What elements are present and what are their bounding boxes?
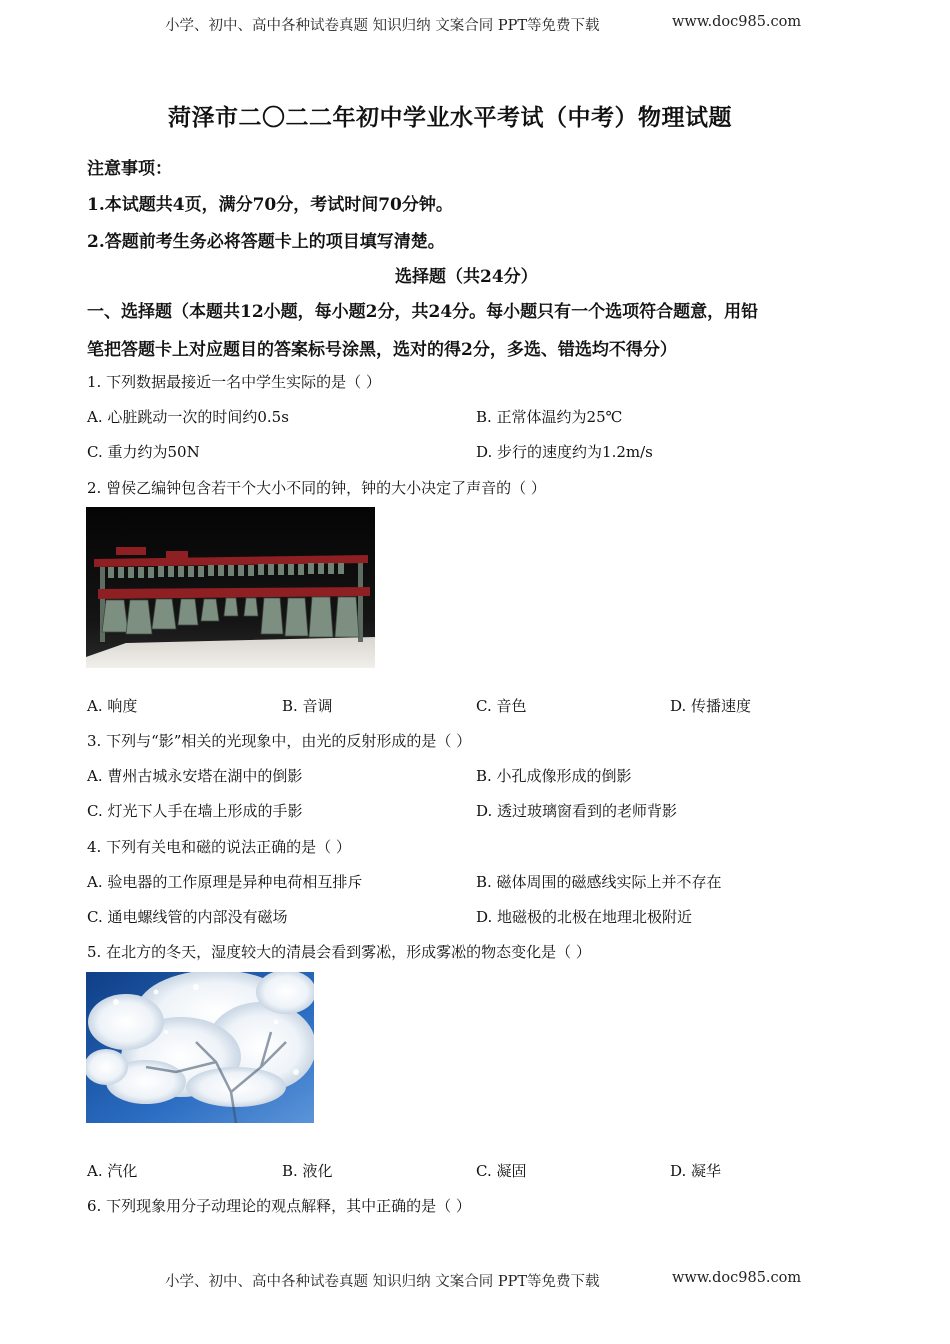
question-1-option-b: B. 正常体温约为25℃ [476, 408, 623, 426]
bianzhong-bells-image [86, 507, 375, 668]
question-5-stem: 5. 在北方的冬天，湿度较大的清晨会看到雾凇，形成雾凇的物态变化是（ ） [87, 943, 591, 961]
question-5-option-d: D. 凝华 [670, 1162, 722, 1180]
page-header-site[interactable]: www.doc985.com [672, 14, 802, 30]
section-instruction-1: 一、选择题（本题共12小题，每小题2分，共24分。每小题只有一个选项符合题意，用铅 [87, 302, 759, 322]
question-2-option-d: D. 传播速度 [670, 697, 752, 715]
question-2-option-c: C. 音色 [476, 697, 527, 715]
question-1-option-a: A. 心脏跳动一次的时间约0.5s [87, 408, 289, 426]
page-title: 菏泽市二〇二二年初中学业水平考试（中考）物理试题 [168, 104, 732, 131]
section-title: 选择题（共24分） [395, 267, 538, 287]
rime-frost-tree-illustration [86, 972, 314, 1123]
notice-item-1: 1.本试题共4页，满分70分，考试时间70分钟。 [87, 195, 453, 215]
question-4-option-b: B. 磁体周围的磁感线实际上并不存在 [476, 873, 722, 891]
question-3-option-d: D. 透过玻璃窗看到的老师背影 [476, 802, 678, 820]
question-3-option-a: A. 曹州古城永安塔在湖中的倒影 [87, 767, 303, 785]
question-1-stem: 1. 下列数据最接近一名中学生实际的是（ ） [87, 373, 381, 391]
question-5-option-b: B. 液化 [282, 1162, 333, 1180]
question-5-option-c: C. 凝固 [476, 1162, 527, 1180]
notice-item-2: 2.答题前考生务必将答题卡上的项目填写清楚。 [87, 232, 445, 252]
question-4-stem: 4. 下列有关电和磁的说法正确的是（ ） [87, 838, 351, 856]
section-instruction-2: 笔把答题卡上对应题目的答案标号涂黑，选对的得2分，多选、错选均不得分） [87, 340, 677, 360]
question-1-option-d: D. 步行的速度约为1.2m/s [476, 443, 653, 461]
page-footer-left: 小学、初中、高中各种试卷真题 知识归纳 文案合同 PPT等免费下载 [165, 1274, 600, 1290]
question-4-option-a: A. 验电器的工作原理是异种电荷相互排斥 [87, 873, 363, 891]
question-3-option-c: C. 灯光下人手在墙上形成的手影 [87, 802, 303, 820]
rime-frost-tree-image [86, 972, 314, 1123]
question-3-stem: 3. 下列与“影”相关的光现象中，由光的反射形成的是（ ） [87, 732, 472, 750]
question-4-option-c: C. 通电螺线管的内部没有磁场 [87, 908, 288, 926]
bianzhong-bells-illustration [86, 507, 375, 668]
question-3-option-b: B. 小孔成像形成的倒影 [476, 767, 632, 785]
page-footer-site[interactable]: www.doc985.com [672, 1270, 802, 1286]
question-1-option-c: C. 重力约为50N [87, 443, 200, 461]
page-header-left: 小学、初中、高中各种试卷真题 知识归纳 文案合同 PPT等免费下载 [165, 18, 600, 34]
question-2-option-b: B. 音调 [282, 697, 333, 715]
notice-heading: 注意事项： [87, 159, 172, 179]
question-6-stem: 6. 下列现象用分子动理论的观点解释，其中正确的是（ ） [87, 1197, 471, 1215]
question-2-option-a: A. 响度 [87, 697, 138, 715]
question-2-stem: 2. 曾侯乙编钟包含若干个大小不同的钟，钟的大小决定了声音的（ ） [87, 479, 546, 497]
question-5-option-a: A. 汽化 [87, 1162, 138, 1180]
question-4-option-d: D. 地磁极的北极在地理北极附近 [476, 908, 693, 926]
